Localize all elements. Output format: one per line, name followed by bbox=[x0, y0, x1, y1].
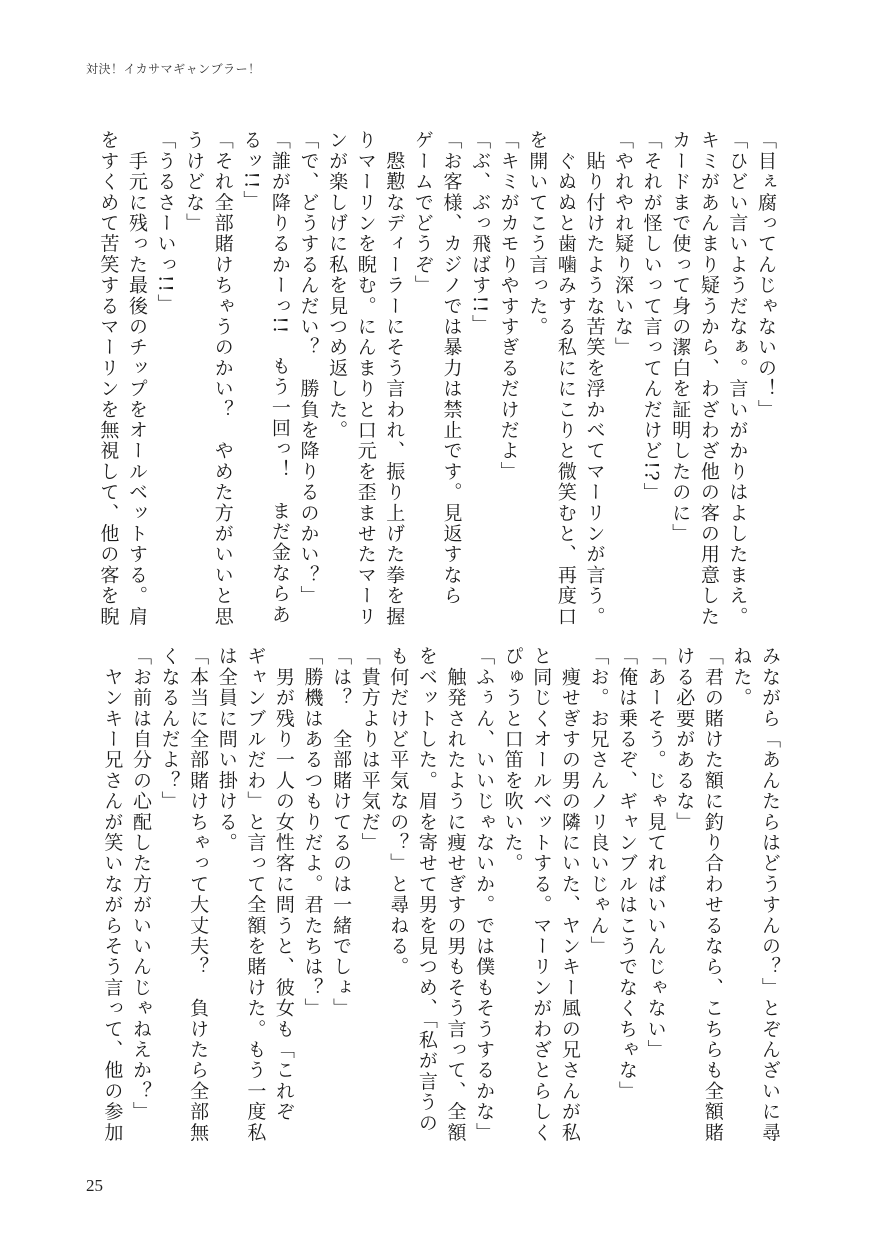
text-line: くなるんだよ？」 bbox=[158, 646, 181, 812]
text-line: 「それ全部賭けちゃうのかい？ やめた方がいいと思 bbox=[211, 130, 234, 627]
text-line: ぴゅうと口笛を吹いた。 bbox=[501, 646, 524, 874]
text-line: 「それが怪しいって言ってんだけど!?」 bbox=[640, 130, 663, 504]
text-line: 「俺は乗るぞ、ギャンブルはこうでなくちゃな」 bbox=[616, 646, 639, 1102]
text-line: 「ぶ、ぶっ飛ばす!!」 bbox=[469, 130, 492, 335]
text-line: 「誰が降りるかーっ!! もう一回っ！ まだ金ならあ bbox=[268, 130, 291, 625]
text-line: 「あーそう。じゃ見てればいいんじゃない」 bbox=[644, 646, 667, 1060]
text-line: 「貴方よりは平気だ」 bbox=[358, 646, 381, 853]
text-line: をベットした。眉を寄せて男を見つめ、「私が言うの bbox=[415, 646, 438, 1134]
text-line: うけどな」 bbox=[183, 130, 206, 234]
text-line: 「お客様、カジノでは暴力は禁止です。見返すなら bbox=[440, 130, 463, 607]
text-line: カードまで使って身の潔白を証明したのに」 bbox=[669, 130, 692, 544]
text-line: 痩せぎすの男の隣にいた、ヤンキー風の兄さんが私 bbox=[558, 646, 581, 1143]
text-line: 「お前は自分の心配した方がいいんじゃねえか？」 bbox=[129, 646, 152, 1123]
text-line: ゲームでどうぞ」 bbox=[411, 130, 434, 296]
text-block-bottom bbox=[98, 646, 784, 1143]
text-line: みながら「あんたらはどうすんの？」とぞんざいに尋 bbox=[759, 646, 781, 1143]
text-line: と同じくオールベットする。マーリンがわざとらしく bbox=[530, 646, 553, 1143]
text-line: ける必要があるな」 bbox=[673, 646, 696, 833]
text-line: も何だけど平気なの？」と尋ねる。 bbox=[387, 646, 410, 978]
text-line: 「ふぅん、いいじゃないか。では僕もそうするかな」 bbox=[473, 646, 496, 1143]
text-line: ヤンキー兄さんが笑いながらそう言って、他の参加 bbox=[101, 646, 124, 1143]
text-line: 「勝機はあるつもりだよ。君たちは？」 bbox=[301, 646, 324, 1019]
text-line: 慇懃なディーラーにそう言われ、振り上げた拳を握 bbox=[383, 130, 406, 627]
text-line: 「ひどい言いようだなぁ。言いがかりはよしたまえ。 bbox=[726, 130, 749, 627]
running-header: 対決！イカサマギャンブラー！ bbox=[86, 62, 261, 76]
text-block-top bbox=[94, 130, 780, 627]
text-line: 「お。お兄さんノリ良いじゃん」 bbox=[587, 646, 610, 957]
text-line: 貼り付けたような苦笑を浮かべてマーリンが言う。 bbox=[583, 130, 606, 627]
text-line: ンが楽しげに私を見つめ返した。 bbox=[326, 130, 349, 441]
text-line: 「キミがカモりやすすぎるだけだよ」 bbox=[497, 130, 520, 482]
text-line: キミがあんまり疑うから、わざわざ他の客の用意した bbox=[697, 130, 720, 627]
text-line: 「本当に全部賭けちゃって大丈夫？ 負けたら全部無 bbox=[187, 646, 210, 1143]
text-line: 「君の賭けた額に釣り合わせるなら、こちらも全額賭 bbox=[701, 646, 724, 1143]
text-line: 手元に残った最後のチップをオールベットする。肩 bbox=[125, 130, 148, 627]
text-line: ぐぬぬと歯噛みする私ににこりと微笑むと、再度口 bbox=[554, 130, 577, 627]
text-line: は全員に問い掛ける。 bbox=[215, 646, 238, 853]
text-line: 「うるさーいっ!!」 bbox=[154, 130, 177, 315]
text-line: ギャンブルだわ」と言って全額を賭けた。もう一度私 bbox=[244, 646, 267, 1143]
text-line: 触発されたように痩せぎすの男もそう言って、全額 bbox=[444, 646, 467, 1143]
text-line: 「は？ 全部賭けてるのは一緒でしょ」 bbox=[330, 646, 353, 1019]
text-line: 「で、どうするんだい？ 勝負を降りるのかい？」 bbox=[297, 130, 320, 607]
text-line: 男が残り一人の女性客に問うと、彼女も「これぞ bbox=[272, 646, 295, 1123]
text-line: をすくめて苦笑するマーリンを無視して、他の客を睨 bbox=[97, 130, 120, 627]
text-line: りマーリンを睨む。にんまりと口元を歪ませたマーリ bbox=[354, 130, 377, 627]
text-line: 「やれやれ疑り深いな」 bbox=[612, 130, 635, 358]
text-line: 「目ぇ腐ってんじゃないの！」 bbox=[755, 130, 777, 420]
text-line: を開いてこう言った。 bbox=[526, 130, 549, 337]
text-line: ねた。 bbox=[730, 646, 753, 709]
page-number: 25 bbox=[86, 1176, 103, 1195]
text-line: るッ!!」 bbox=[240, 130, 263, 211]
